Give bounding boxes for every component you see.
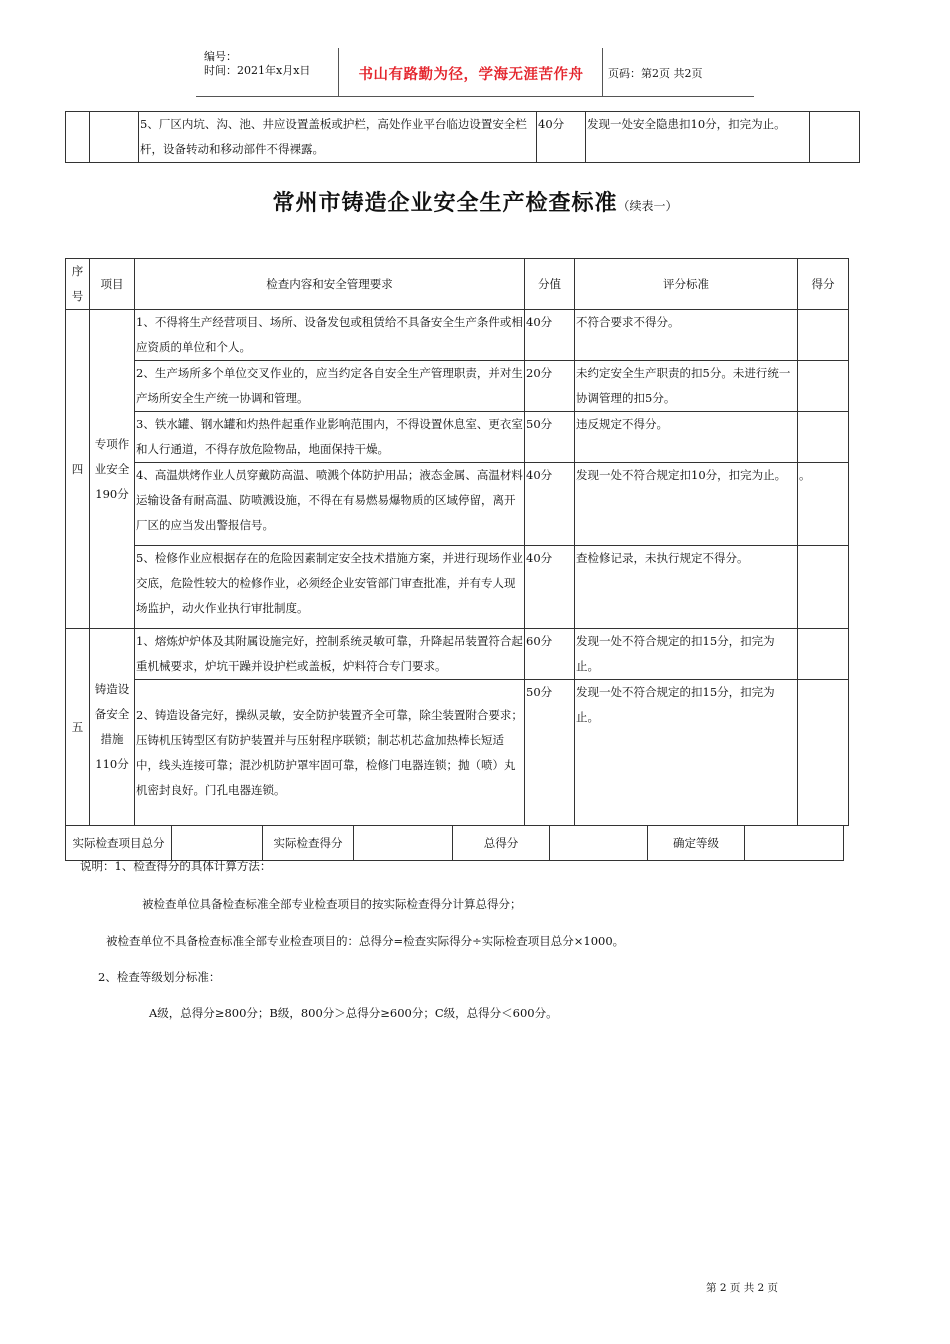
cell-got — [798, 412, 849, 463]
title-main: 常州市铸造企业安全生产检查标准 — [272, 190, 618, 216]
cell-score: 40分 — [537, 112, 586, 163]
cell-got — [798, 680, 849, 826]
summary-grade-value — [745, 826, 844, 861]
summary-table — [65, 825, 844, 861]
note-line-4: 2、检查等级划分标准： — [98, 970, 221, 984]
note-line-1: 说明：1、检查得分的具体计算方法： — [80, 859, 272, 873]
cell-got — [798, 361, 849, 412]
cell-score: 40分 — [525, 310, 575, 361]
header-content: 检查内容和安全管理要求 — [135, 259, 525, 310]
cell-num — [66, 112, 90, 163]
cell-criteria: 发现一处不符合规定的扣15分，扣完为止。 — [575, 629, 798, 680]
note-line-3: 被检查单位不具备检查标准全部专业检查项目的：总得分=检查实际得分÷实际检查项目总分×1000。 — [106, 934, 625, 948]
cell-content: 5、厂区内坑、沟、池、井应设置盖板或护栏，高处作业平台临边设置安全栏杆，设备转动和移动部件不得裸露。 — [139, 112, 537, 163]
cell-project: 铸造设备安全措施110分 — [90, 629, 135, 826]
title-sub: （续表一） — [617, 199, 678, 213]
cell-got — [798, 310, 849, 361]
page-footer: 第 2 页 共 2 页 — [706, 1282, 779, 1294]
cell-content: 1、不得将生产经营项目、场所、设备发包或租赁给不具备安全生产条件或相应资质的单位和个人。 — [135, 310, 525, 361]
cell-project — [90, 112, 139, 163]
summary-row — [66, 826, 844, 861]
summary-score-value — [354, 826, 453, 861]
summary-score-label: 实际检查得分 — [263, 826, 354, 861]
header-score: 分值 — [525, 259, 575, 310]
table-row — [66, 112, 860, 163]
cell-got: 。 — [798, 463, 849, 546]
cell-content: 2、生产场所多个单位交叉作业的，应当约定各自安全生产管理职责，并对生产场所安全生产统一协调和管理。 — [135, 361, 525, 412]
cell-criteria: 发现一处不符合规定扣10分，扣完为止。 — [575, 463, 798, 546]
cell-criteria: 发现一处安全隐患扣10分，扣完为止。 — [586, 112, 810, 163]
cell-num: 五 — [66, 629, 90, 826]
cell-criteria: 未约定安全生产职责的扣5分。未进行统一协调管理的扣5分。 — [575, 361, 798, 412]
table-row — [66, 361, 849, 412]
table-header-row — [66, 259, 849, 310]
cell-criteria: 发现一处不符合规定的扣15分，扣完为止。 — [575, 680, 798, 826]
table-row — [66, 463, 849, 546]
table-row — [66, 546, 849, 629]
header-num: 序号 — [66, 259, 90, 310]
cell-content: 4、高温烘烤作业人员穿戴防高温、喷溅个体防护用品；液态金属、高温材料运输设备有耐高温、防喷溅设施，不得在有易燃易爆物质的区域停留，离开厂区的应当发出警报信号。 — [135, 463, 525, 546]
header-meta — [204, 50, 310, 78]
header-divider — [338, 48, 339, 96]
header-number: 编号： — [204, 50, 237, 63]
header-motto: 书山有路勤为径，学海无涯苦作舟 — [358, 66, 584, 83]
header-project: 项目 — [90, 259, 135, 310]
cell-score: 50分 — [525, 680, 575, 826]
cell-content: 3、铁水罐、钢水罐和灼热件起重作业影响范围内，不得设置休息室、更衣室和人行通道，不得存放危险物品，地面保持干燥。 — [135, 412, 525, 463]
cell-score: 50分 — [525, 412, 575, 463]
page-header — [196, 48, 754, 97]
header-divider — [602, 48, 603, 96]
cell-score: 20分 — [525, 361, 575, 412]
check-table — [65, 258, 849, 826]
cell-score: 60分 — [525, 629, 575, 680]
prev-table — [65, 111, 860, 163]
table-row — [66, 412, 849, 463]
header-got: 得分 — [798, 259, 849, 310]
cell-content: 2、铸造设备完好，操纵灵敏，安全防护装置齐全可靠，除尘装置附合要求；压铸机压铸型区有防护装置并与压射程序联锁；制芯机芯盒加热棒长短适中，线头连接可靠；混沙机防护罩牢固可靠，检修门电器连锁；抛（喷）丸机密封良好。门孔电器连锁。 — [135, 680, 525, 826]
cell-criteria: 不符合要求不得分。 — [575, 310, 798, 361]
table-row — [66, 310, 849, 361]
cell-score: 40分 — [525, 546, 575, 629]
header-criteria: 评分标准 — [575, 259, 798, 310]
summary-items-value — [172, 826, 263, 861]
summary-total-label: 总得分 — [453, 826, 550, 861]
note-line-2: 被检查单位具备检查标准全部专业检查项目的按实际检查得分计算总得分； — [142, 897, 522, 911]
cell-content: 5、检修作业应根据存在的危险因素制定安全技术措施方案，并进行现场作业交底，危险性较大的检修作业，必须经企业安管部门审查批准，并有专人现场监护，动火作业执行审批制度。 — [135, 546, 525, 629]
table-row — [66, 680, 849, 826]
summary-grade-label: 确定等级 — [648, 826, 745, 861]
cell-content: 1、熔炼炉炉体及其附属设施完好，控制系统灵敏可靠，升降起吊装置符合起重机械要求，炉坑干躁并设护栏或盖板，炉料符合专门要求。 — [135, 629, 525, 680]
page-title — [0, 186, 950, 217]
cell-num: 四 — [66, 310, 90, 629]
header-time: 时间：2021年x月x日 — [204, 64, 311, 77]
cell-got — [798, 629, 849, 680]
cell-got — [810, 112, 860, 163]
cell-criteria: 违反规定不得分。 — [575, 412, 798, 463]
summary-total-value — [550, 826, 648, 861]
table-row — [66, 629, 849, 680]
summary-items-label: 实际检查项目总分 — [66, 826, 172, 861]
cell-got — [798, 546, 849, 629]
header-page-number: 页码：第2页 共2页 — [608, 67, 703, 80]
cell-criteria: 查检修记录，未执行规定不得分。 — [575, 546, 798, 629]
note-line-5: A级，总得分≥800分；B级，800分＞总得分≥600分；C级，总得分＜600分。 — [149, 1006, 558, 1020]
cell-score: 40分 — [525, 463, 575, 546]
cell-project: 专项作业安全190分 — [90, 310, 135, 629]
